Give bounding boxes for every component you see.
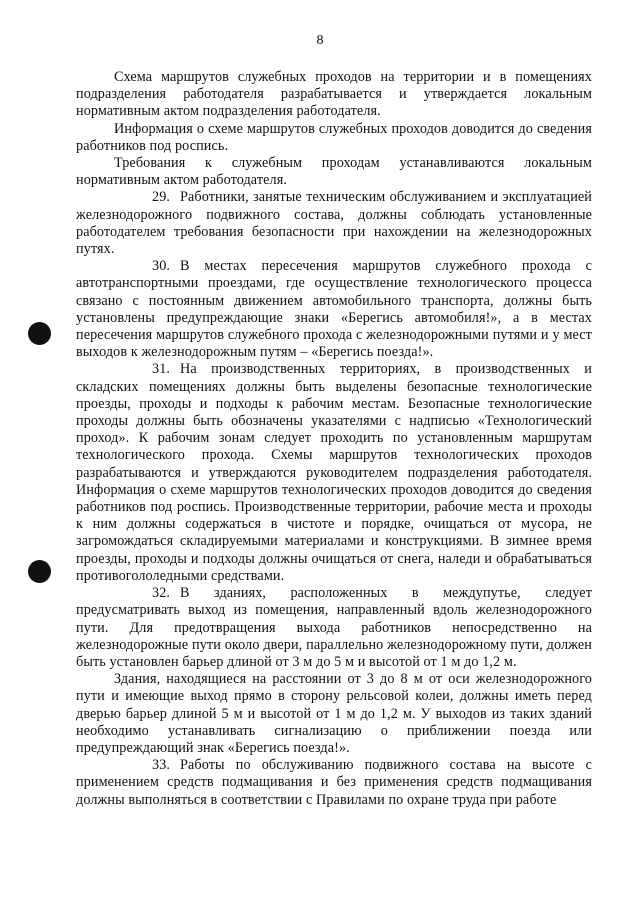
paragraph-number: 33. xyxy=(152,757,171,774)
page-number: 8 xyxy=(316,33,324,48)
paragraph-number: 30. xyxy=(152,258,171,275)
paragraph xyxy=(76,69,592,121)
punch-hole-mark xyxy=(28,322,51,345)
paragraph-text: Информация о схеме маршрутов служебных проходов доводится до сведения работников под роспись. xyxy=(76,120,592,154)
paragraph xyxy=(76,155,592,189)
punch-hole-mark xyxy=(28,560,51,583)
paragraph-text: На производственных территориях, в производственных и складских помещениях должны быть выделены безопасные технологические проезды, проходы и подходы к рабочим местам. Безопасные технологические проходы должны быть обозначены указателями с надписью «Технологический проход». К рабочим зонам следует проходить по установленным маршрутам технологического прохода. Схемы маршрутов технологических проходов разрабатываются и утверждаются руководителем подразделения работодателя. Информация о схеме маршрутов технологических проходов доводится до сведения работников под роспись. Производственные территории, рабочие места и проходы к ним должны содержаться в чистоте и порядке, очищаться от мусора, не загромождаться складируемыми материалами и конструкциями. В зимнее время проезды, проходы и подходы должны очищаться от снега, наледи и обрабатываться противогололедными средствами. xyxy=(76,361,592,584)
document-body xyxy=(76,69,592,809)
paragraph-text: Требования к служебным проходам устанавливаются локальным нормативным актом работодателя. xyxy=(76,155,592,189)
numbered-paragraph xyxy=(76,258,592,361)
numbered-paragraph xyxy=(76,757,592,809)
paragraph-text: Работники, занятые техническим обслуживанием и эксплуатацией железнодорожного подвижного состава, должны соблюдать установленные работодателем требования безопасности при нахождении на железнодорожных путях. xyxy=(76,189,592,258)
paragraph xyxy=(76,671,592,757)
numbered-paragraph xyxy=(76,585,592,671)
numbered-paragraph xyxy=(76,361,592,585)
paragraph-text: Работы по обслуживанию подвижного состава на высоте с применением средств подмащивания и без применения средств подмащивания должны выполняться в соответствии с Правилами по охране труда при работе xyxy=(76,757,592,808)
paragraph-number: 32. xyxy=(152,585,171,602)
paragraph-text: В зданиях, расположенных в междупутье, следует предусматривать выход из помещения, направленный вдоль железнодорожного пути. Для предотвращения выхода работников непосредственно на железнодорожные пути около двери, параллельно железнодорожному пути, должен быть установлен барьер длиной от 3 м до 5 м и высотой от 1 м до 1,2 м. xyxy=(76,585,592,670)
paragraph-number: 31. xyxy=(152,361,171,378)
paragraph-number: 29. xyxy=(152,189,171,206)
numbered-paragraph xyxy=(76,189,592,258)
paragraph xyxy=(76,121,592,155)
paragraph-text: Здания, находящиеся на расстоянии от 3 до 8 м от оси железнодорожного пути и имеющие выход прямо в сторону рельсовой колеи, должны иметь перед дверью барьер длиной 5 м и высотой от 1 м до 1,2 м. У выходов из таких зданий необходимо устанавливать сигнализацию о приближении поезда или предупреждающий знак «Берегись поезда!». xyxy=(76,671,592,756)
paragraph-text: Схема маршрутов служебных проходов на территории и в помещениях подразделения работодателя разрабатывается и утверждается локальным нормативным актом подразделения работодателя. xyxy=(76,69,592,120)
paragraph-text: В местах пересечения маршрутов служебного прохода с автотранспортными проездами, где осуществление технологического процесса связано с постоянным движением автомобильного транспорта, должны быть установлены предупреждающие знаки «Берегись автомобиля!», а в местах пересечения маршрутов служебного прохода с железнодорожными путями и у мест выходов к железнодорожным путям – «Берегись поезда!». xyxy=(76,258,592,361)
